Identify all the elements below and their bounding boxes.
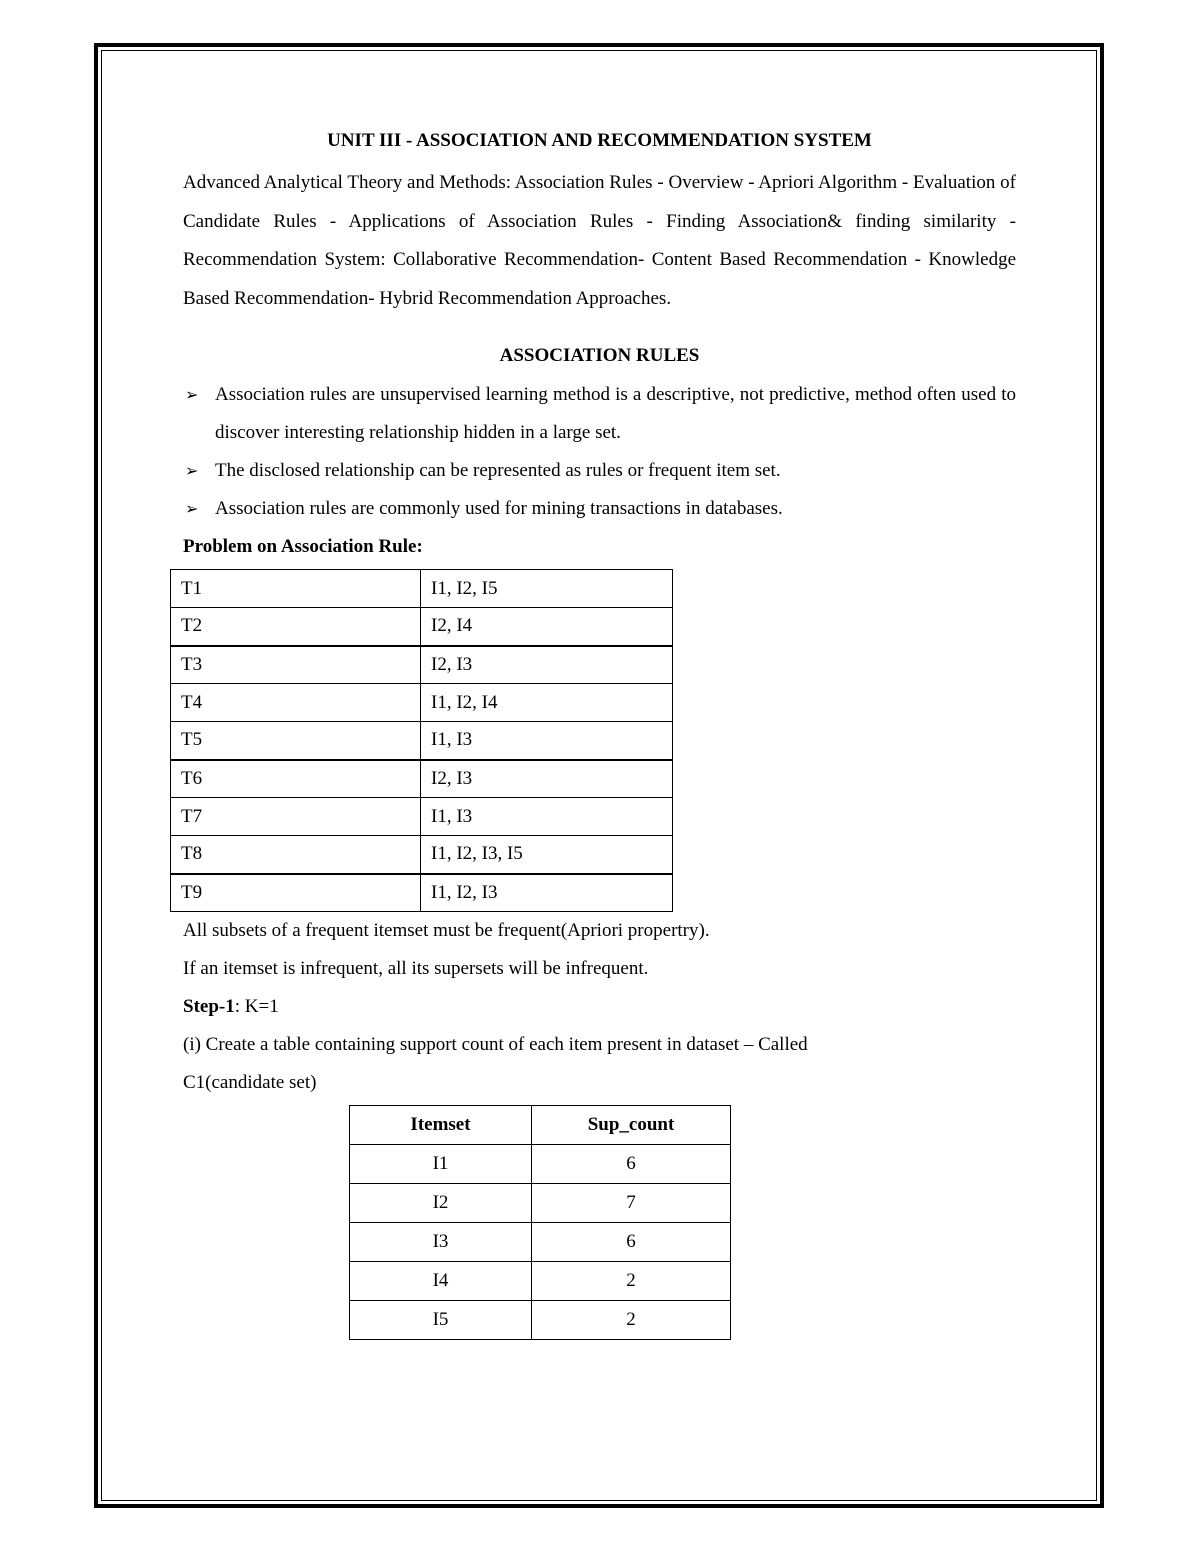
sup-count-header: Sup_count xyxy=(532,1106,731,1145)
transaction-items-cell: I2, I4 xyxy=(421,608,673,646)
table-row xyxy=(171,646,673,684)
arrow-bullet-icon: ➢ xyxy=(185,385,199,404)
unit-title: UNIT III - ASSOCIATION AND RECOMMENDATION SYSTEM xyxy=(327,130,872,151)
transaction-table xyxy=(170,569,673,912)
sup-count-cell: 7 xyxy=(532,1184,731,1223)
transaction-id-cell: T6 xyxy=(171,760,421,798)
bullet-text: The disclosed relationship can be represented as rules or frequent item set. xyxy=(215,460,781,481)
table-row xyxy=(171,570,673,608)
document-body xyxy=(183,128,1016,1340)
transaction-items-cell: I1, I2, I3 xyxy=(421,874,673,912)
bullet-text: Association rules are unsupervised learning method is a descriptive, not predictive, method often used to discover interesting relationship hidden in a large set. xyxy=(215,384,1016,443)
transaction-items-cell: I1, I2, I3, I5 xyxy=(421,836,673,874)
bullet-item xyxy=(183,490,1016,528)
table-row xyxy=(350,1223,731,1262)
sup-count-cell: 6 xyxy=(532,1223,731,1262)
transaction-id-cell: T5 xyxy=(171,722,421,760)
itemset-header: Itemset xyxy=(350,1106,532,1145)
table-row xyxy=(171,608,673,646)
table-row xyxy=(171,874,673,912)
section-title: ASSOCIATION RULES xyxy=(499,345,700,366)
step1-label: Step-1 xyxy=(183,996,235,1017)
itemset-cell: I1 xyxy=(350,1145,532,1184)
bullet-item xyxy=(183,452,1016,490)
itemset-cell: I3 xyxy=(350,1223,532,1262)
sup-count-cell: 2 xyxy=(532,1301,731,1340)
table-row xyxy=(171,760,673,798)
transaction-items-cell: I1, I2, I5 xyxy=(421,570,673,608)
step1-description-continued: C1(candidate set) xyxy=(183,1072,317,1093)
transaction-items-cell: I1, I2, I4 xyxy=(421,684,673,722)
sup-count-cell: 6 xyxy=(532,1145,731,1184)
table-row xyxy=(171,684,673,722)
transaction-id-cell: T2 xyxy=(171,608,421,646)
table-row xyxy=(171,836,673,874)
bullet-list xyxy=(183,376,1016,528)
transaction-items-cell: I2, I3 xyxy=(421,760,673,798)
transaction-id-cell: T8 xyxy=(171,836,421,874)
transaction-id-cell: T1 xyxy=(171,570,421,608)
step1-line xyxy=(183,988,1016,1026)
table-row xyxy=(350,1184,731,1223)
transaction-id-cell: T4 xyxy=(171,684,421,722)
step1-value: : K=1 xyxy=(234,996,279,1017)
problem-heading: Problem on Association Rule: xyxy=(183,536,423,557)
arrow-bullet-icon: ➢ xyxy=(185,461,199,480)
itemset-cell: I2 xyxy=(350,1184,532,1223)
bullet-item xyxy=(183,376,1016,452)
table-header-row xyxy=(350,1106,731,1145)
apriori-property-text: All subsets of a frequent itemset must be frequent(Apriori propertry). xyxy=(183,920,710,941)
bullet-text: Association rules are commonly used for mining transactions in databases. xyxy=(215,498,783,519)
transaction-id-cell: T7 xyxy=(171,798,421,836)
transaction-id-cell: T3 xyxy=(171,646,421,684)
infrequent-note-text: If an itemset is infrequent, all its supersets will be infrequent. xyxy=(183,958,649,979)
sup-count-cell: 2 xyxy=(532,1262,731,1301)
transaction-items-cell: I1, I3 xyxy=(421,798,673,836)
table-row xyxy=(350,1145,731,1184)
arrow-bullet-icon: ➢ xyxy=(185,499,199,518)
candidate-set-table xyxy=(349,1105,731,1340)
transaction-items-cell: I2, I3 xyxy=(421,646,673,684)
table-row xyxy=(171,722,673,760)
transaction-items-cell: I1, I3 xyxy=(421,722,673,760)
transaction-id-cell: T9 xyxy=(171,874,421,912)
syllabus-paragraph: Advanced Analytical Theory and Methods: Association Rules - Overview - Apriori Algorithm - Evaluation of Candidate Rules - Applications of Association Rules - Finding Association& finding similarity - Recommendation System: Collaborative Recommendation- Content Based Recommendation - Knowledge Based Recommendation- Hybrid Recommendation Approaches. xyxy=(183,172,1016,309)
itemset-cell: I4 xyxy=(350,1262,532,1301)
table-row xyxy=(350,1262,731,1301)
table-row xyxy=(171,798,673,836)
step1-description: (i) Create a table containing support count of each item present in dataset – Called xyxy=(183,1034,808,1055)
itemset-cell: I5 xyxy=(350,1301,532,1340)
table-row xyxy=(350,1301,731,1340)
